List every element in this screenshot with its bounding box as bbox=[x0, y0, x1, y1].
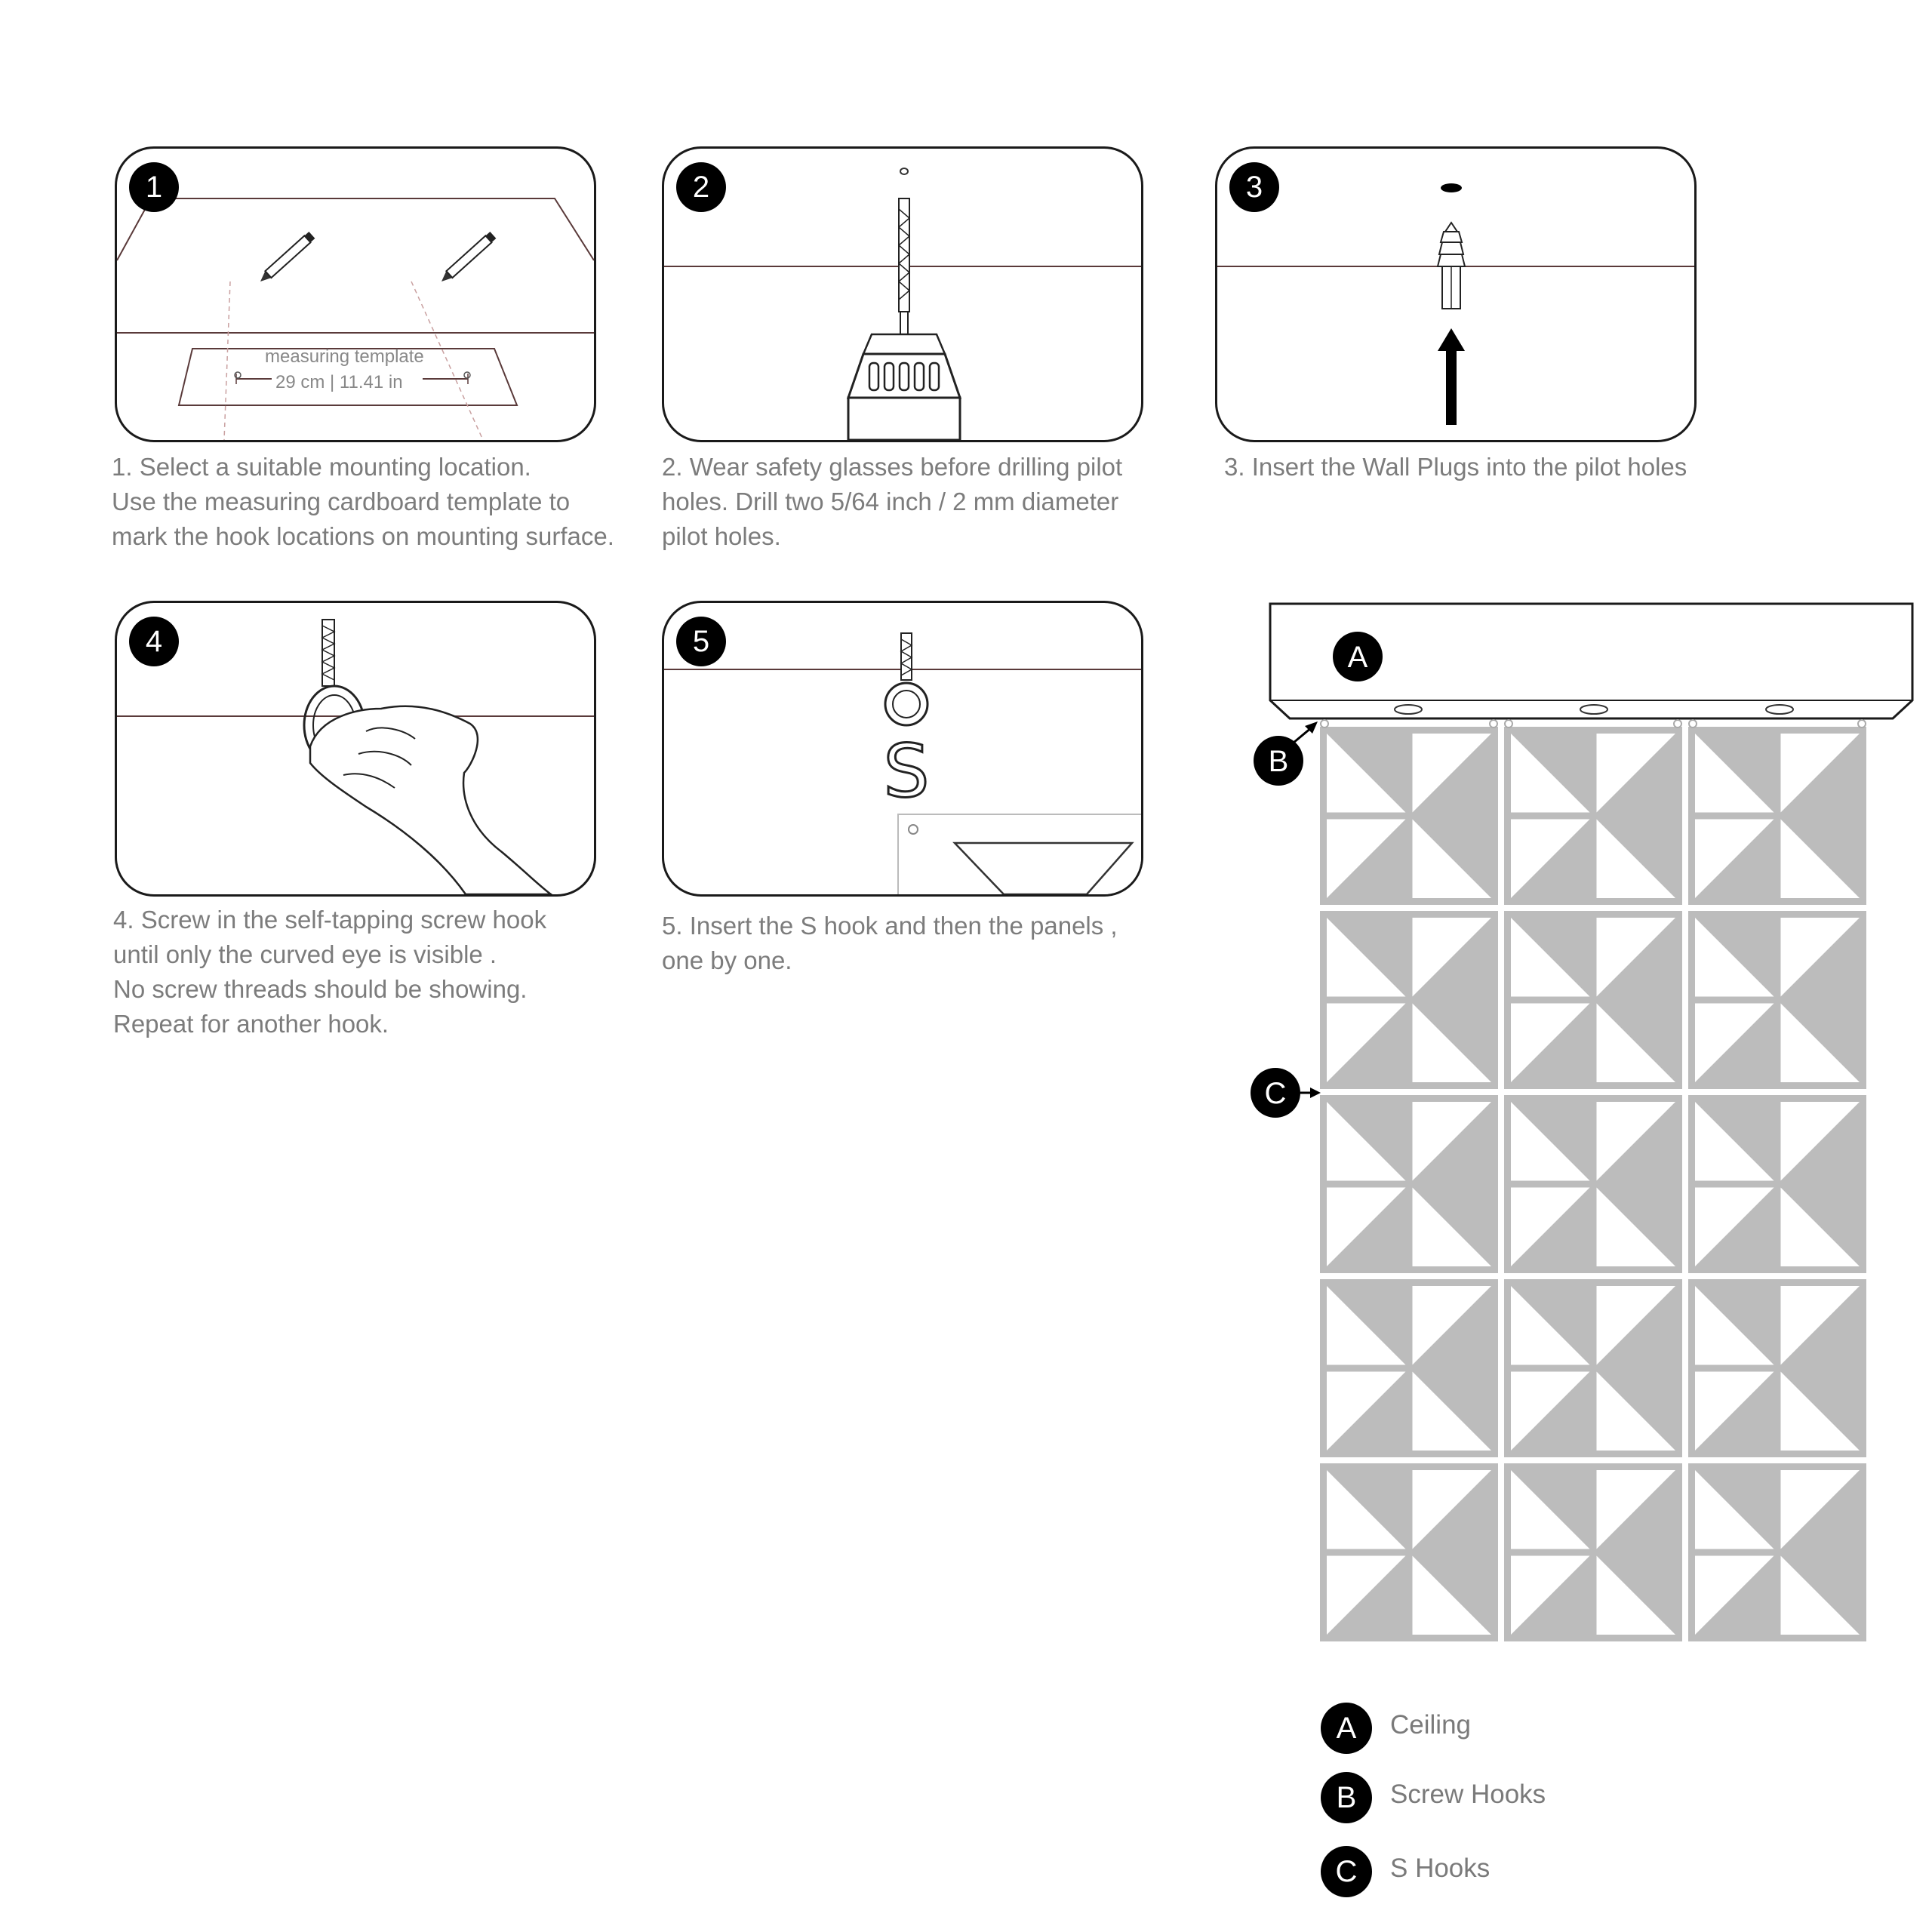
panel-tile bbox=[1688, 911, 1866, 1089]
panel-tile bbox=[1688, 1279, 1866, 1457]
screw-hook-marker bbox=[1674, 720, 1681, 728]
step-4-illustration bbox=[115, 601, 596, 897]
screw-hook-marker bbox=[1505, 720, 1512, 728]
panel-tile bbox=[1504, 1463, 1682, 1641]
step-1-caption: 1. Select a suitable mounting location. Use the measuring cardboard template to mark the hook locations on mounting surface. bbox=[112, 453, 614, 550]
step-4-badge: 4 bbox=[129, 617, 179, 666]
panel-tile bbox=[1504, 1279, 1682, 1457]
pencil-icon bbox=[257, 232, 315, 285]
panel-tile bbox=[1320, 1279, 1498, 1457]
step-3-illustration bbox=[1215, 146, 1697, 442]
hand-icon bbox=[310, 706, 551, 894]
legend-label-ceiling: Ceiling bbox=[1390, 1710, 1471, 1740]
panel-tile bbox=[1320, 727, 1498, 905]
step-3-caption: 3. Insert the Wall Plugs into the pilot holes bbox=[1224, 453, 1687, 481]
drill-bit-icon bbox=[899, 198, 909, 334]
s-hook-icon: S bbox=[883, 729, 930, 814]
screw-hook-marker bbox=[1321, 720, 1328, 728]
panel-tile bbox=[1504, 727, 1682, 905]
step-5-caption: 5. Insert the S hook and then the panels , one by one. bbox=[662, 912, 1118, 974]
step-4-caption: 4. Screw in the self-tapping screw hook until only the curved eye is visible . No screw threads should be showing. Repeat for another hook. bbox=[113, 906, 547, 1038]
panel-corner-icon bbox=[898, 814, 1141, 894]
panel-tile bbox=[1320, 911, 1498, 1089]
pencil-marking-illustration bbox=[117, 149, 594, 440]
step-3-badge: 3 bbox=[1229, 162, 1279, 212]
arrow-up-icon bbox=[1438, 328, 1465, 425]
wall-plug-icon bbox=[1438, 223, 1465, 309]
panel-assembly-diagram bbox=[1223, 589, 1932, 1660]
step-2-illustration bbox=[662, 146, 1143, 442]
s-hook-panel-illustration bbox=[664, 603, 1141, 894]
callout-a-letter: A bbox=[1347, 641, 1368, 674]
panel-grid bbox=[1320, 720, 1866, 1641]
panel-tile bbox=[1504, 911, 1682, 1089]
step-1-illustration bbox=[115, 146, 596, 442]
callout-b bbox=[1254, 721, 1318, 786]
template-dimension: 29 cm | 11.41 in bbox=[275, 372, 403, 392]
screw-hook-hand-illustration bbox=[117, 603, 594, 894]
panel-tile bbox=[1320, 1095, 1498, 1273]
screw-hook-marker bbox=[1689, 720, 1697, 728]
panel-tile bbox=[1320, 1463, 1498, 1641]
screw-hook-marker bbox=[1490, 720, 1497, 728]
legend-badge-c: C bbox=[1321, 1846, 1372, 1897]
wall-plug-illustration bbox=[1217, 149, 1694, 440]
legend-label-screw-hooks: Screw Hooks bbox=[1390, 1780, 1546, 1809]
panel-tile bbox=[1688, 1463, 1866, 1641]
step-1-badge: 1 bbox=[129, 162, 179, 212]
panel-tile bbox=[1504, 1095, 1682, 1273]
panel-tile bbox=[1688, 727, 1866, 905]
step-5-illustration bbox=[662, 601, 1143, 897]
step-2-badge: 2 bbox=[676, 162, 726, 212]
step-5-badge: 5 bbox=[676, 617, 726, 666]
pencil-icon bbox=[438, 232, 496, 285]
panel-tile bbox=[1688, 1095, 1866, 1273]
screw-hook-icon bbox=[885, 633, 928, 725]
template-label: measuring template bbox=[265, 346, 424, 367]
drill-icon bbox=[848, 334, 960, 440]
callout-b-letter: B bbox=[1268, 745, 1289, 778]
callout-c-letter: C bbox=[1264, 1077, 1287, 1110]
drill-illustration bbox=[664, 149, 1141, 440]
legend-label-s-hooks: S Hooks bbox=[1390, 1854, 1491, 1883]
callout-a bbox=[1333, 632, 1383, 681]
screw-hook-marker bbox=[1858, 720, 1866, 728]
legend-badge-a: A bbox=[1321, 1703, 1372, 1754]
legend-badge-b: B bbox=[1321, 1772, 1372, 1823]
callout-c bbox=[1251, 1068, 1321, 1118]
step-2-caption: 2. Wear safety glasses before drilling pilot holes. Drill two 5/64 inch / 2 mm diameter pilot holes. bbox=[662, 453, 1123, 550]
